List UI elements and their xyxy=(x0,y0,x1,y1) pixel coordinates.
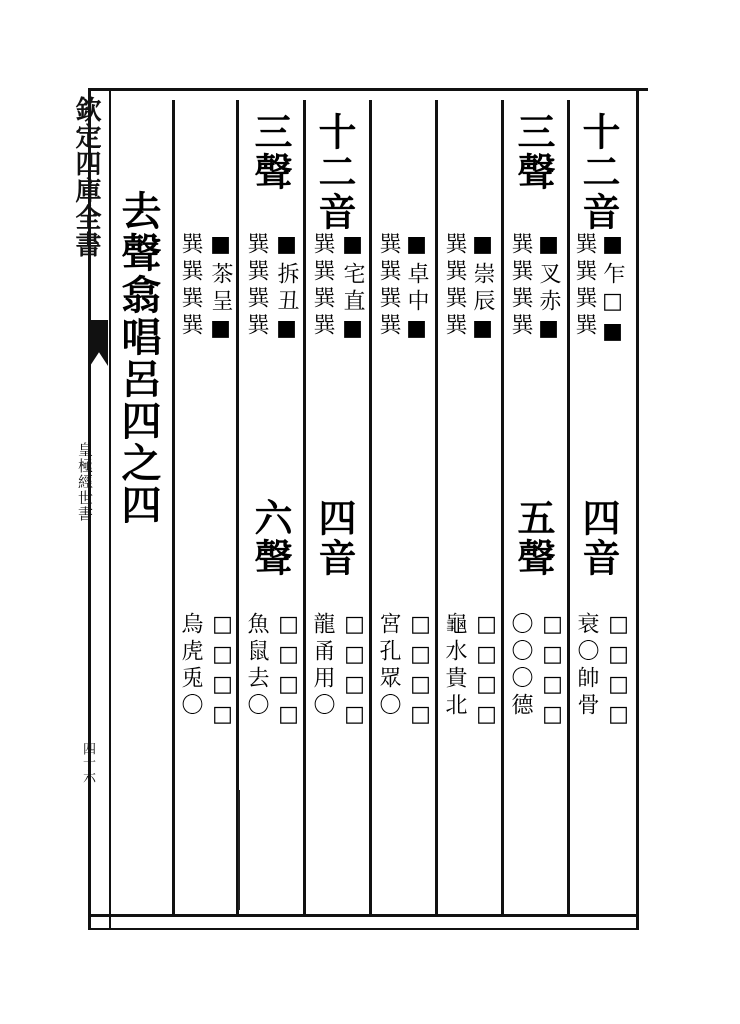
lower-marks: □□□□ xyxy=(540,612,565,732)
lower-heading: 六聲 xyxy=(248,498,293,578)
lower-marks: □□□□ xyxy=(474,612,499,732)
frame-bottom-border xyxy=(88,914,639,917)
upper-marks: ■崇辰■ xyxy=(470,232,495,346)
upper-marks: ■拆丑■ xyxy=(274,232,299,346)
lower-heading: 四音 xyxy=(312,498,357,578)
frame-top-border xyxy=(88,88,648,91)
lower-marks: □□□□ xyxy=(408,612,433,732)
frame-base-line xyxy=(88,928,639,930)
section-title: 去聲翕唱呂四之四 xyxy=(115,190,162,526)
upper-row: 巽巽巽巽 xyxy=(442,232,467,340)
upper-marks: ■卓中■ xyxy=(404,232,429,346)
lower-heading: 五聲 xyxy=(511,498,556,578)
lower-heading: 四音 xyxy=(576,498,621,578)
frame-inner-border xyxy=(109,90,111,928)
upper-heading: 十二音 xyxy=(576,112,621,232)
stray-vertical-line xyxy=(238,790,240,910)
column-rule xyxy=(369,100,372,916)
lower-marks: □□□□ xyxy=(342,612,367,732)
upper-marks: ■宅直■ xyxy=(340,232,365,346)
column-rule xyxy=(501,100,504,916)
lower-row: 龍甬用〇 xyxy=(310,612,335,720)
chapter-title: 皇極經世書 xyxy=(76,442,94,522)
upper-row: 巽巽巽巽 xyxy=(508,232,533,340)
lower-row: 宮孔眾〇 xyxy=(376,612,401,720)
fish-tail-mark xyxy=(90,320,108,366)
frame-right-border xyxy=(636,88,639,930)
upper-heading: 三聲 xyxy=(248,112,293,192)
upper-marks: ■乍□■ xyxy=(600,232,625,349)
lower-marks: □□□□ xyxy=(276,612,301,732)
book-title: 欽定四庫全書 xyxy=(71,96,101,258)
upper-marks: ■茶呈■ xyxy=(208,232,233,346)
lower-row: 烏虎兎〇 xyxy=(178,612,203,720)
column-rule xyxy=(303,100,306,916)
upper-heading: 三聲 xyxy=(511,112,556,192)
page-number: 四十六 xyxy=(80,742,95,784)
lower-row: 〇〇〇德 xyxy=(508,612,533,720)
upper-row: 巽巽巽巽 xyxy=(310,232,335,340)
upper-row: 巽巽巽巽 xyxy=(572,232,597,340)
lower-marks: □□□□ xyxy=(606,612,631,732)
column-rule xyxy=(172,100,175,916)
column-rule xyxy=(567,100,570,916)
upper-marks: ■叉赤■ xyxy=(536,232,561,346)
lower-row: 魚鼠去〇 xyxy=(244,612,269,720)
lower-row: 衰〇帥骨 xyxy=(574,612,599,720)
upper-row: 巽巽巽巽 xyxy=(376,232,401,340)
lower-marks: □□□□ xyxy=(210,612,235,732)
upper-heading: 十二音 xyxy=(312,112,357,232)
column-rule xyxy=(435,100,438,916)
lower-row: 龜水貴北 xyxy=(442,612,467,720)
upper-row: 巽巽巽巽 xyxy=(178,232,203,340)
upper-row: 巽巽巽巽 xyxy=(244,232,269,340)
